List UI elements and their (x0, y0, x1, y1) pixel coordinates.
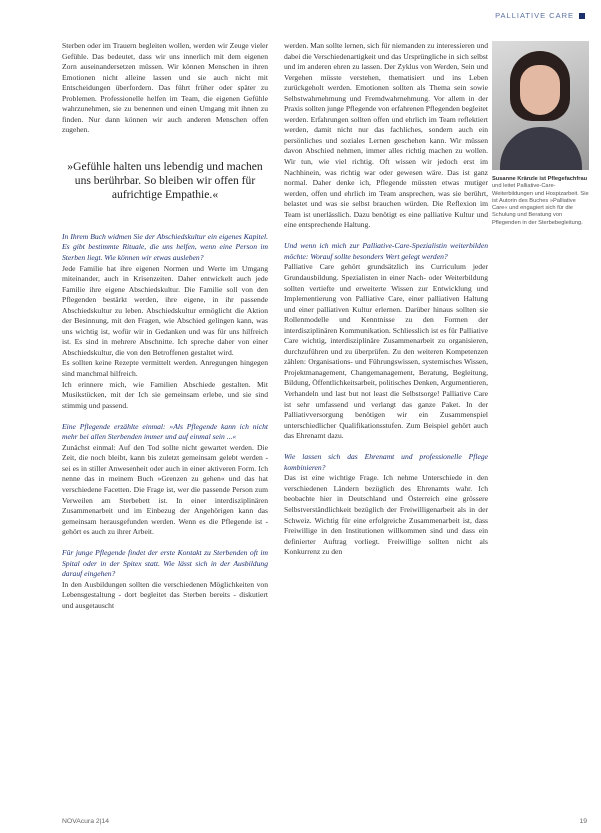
pull-quote: »Gefühle halten uns lebendig und machen uns berührbar. So bleiben wir offen für aufrichtige Empathie.« (67, 159, 263, 201)
portrait-face (520, 65, 560, 115)
portrait-photo (492, 41, 589, 170)
magazine-issue: NOVAcura 2|14 (62, 818, 109, 825)
caption-text: und leitet Palliative-Care-Weiterbildungen und Hospizarbeit. Sie ist Autorin des Buches »Palliative Care« und engagiert sich für die Schulung und Beratung von Pflegenden in der Sterbebegleitung. (492, 183, 589, 226)
paragraph: Jede Familie hat ihre eigenen Normen und Werte im Umgang miteinander, auch in Krisenzeiten. Daher entwickelt auch jede Familie ihre eigene Abschiedskultur. Die Familie soll von den Pflegenden bestärkt werden, ihre eigene, in ihr passende Abschiedskultur zu leben. Abschiedskultur ermöglicht die Aktion der Besinnung, mit den Fragen, wie Abschied gelingen kann, was uns wichtig ist, wofür wir in Gedanken und was für uns hilfreich ist. Es sind in mehrere Abschnitte. Ich spreche daher von einer Abschiedskultur, die von den Betroffenen gestaltet wird. (62, 263, 268, 357)
article-column-right (284, 41, 488, 558)
page-number: 19 (579, 818, 587, 825)
interview-question: Für junge Pflegende findet der erste Kontakt zu Sterbenden oft im Spital oder in der Spitex statt. Wie lässt sich in der Ausbildung darauf eingehen? (62, 548, 268, 579)
section-label: PALLIATIVE CARE (495, 11, 574, 20)
paragraph: Zunächst einmal: Auf den Tod sollte nicht gewartet werden. Die Zeit, die noch bleibt, kann bis zuletzt gemeinsam gelebt werden - sei es in stiller Anwesenheit oder auch in einer aktiveren Form. Ich nenne das in meinem Buch »Grenzen zu gehen« und das hat verschiedene Facetten. Die Frage ist, wer die passende Person zum Verweilen am Sterbebett ist. In einer interdisziplinären Zusammenarbeit und im Einbezug der Angehörigen kann das gemeinsam herausgefunden werden. Wenn es die Pflegende ist - gehört es auch zu ihrer Arbeit. (62, 442, 268, 537)
paragraph: Sterben oder im Trauern begleiten wollen, werden wir Zeuge vieler Gefühle. Das bedeutet, dass wir uns innerlich mit dem eigenen Zorn auseinandersetzen müssen. Wir können Menschen in ihren Emotionen nicht alleine lassen und sie auch nicht mit Entscheidungen überfordern. Das führt früher oder später zu Problemen. Professionelle helfen im Team, die eigenen Gefühle wahrzunehmen, sie zu benennen und einen Umgang mit ihnen zu finden. Nur dann können wir auch anderen Menschen offen zugehen. (62, 41, 268, 135)
interview-question: Eine Pflegende erzählte einmal: »Als Pflegende kann ich nicht mehr bei allen Sterbenden immer und auf einmal sein ...« (62, 421, 268, 442)
paragraph: Ich erinnere mich, wie Familien Abschiede gestalten. Mit Musikstücken, mit der Ich sie gemeinsam erlebe, und sie sind stimmig und passend. (62, 379, 268, 410)
section-header (495, 11, 585, 20)
portrait-shoulders (500, 127, 582, 170)
paragraph: Es sollten keine Rezepte vermittelt werden. Anregungen hingegen sind manchmal hilfreich. (62, 358, 268, 379)
caption-name: Susanne Kränzle ist Pflegefachfrau (492, 176, 588, 182)
page-footer (62, 818, 587, 825)
paragraph: werden. Man sollte lernen, sich für niemanden zu interessieren und dabei die Verschiedenartigkeit und das Ursprüngliche in sich selbst und im anderen ehren zu lassen. Der Zyklus von Werden, Sein und Vergehen müsste verstehen, thematisiert und ins Leben zurückgeholt werden. Emotionen sollten als Thema sein sowie Selbstwahrnehmung und Fremdwahrnehmung. Vor allem in der Praxis sollten junge Pflegende von erfahrenen Pflegenden begleitet werden. Erfahrungen sollten offen und ehrlich im Team reflektiert werden, damit nicht nur das fachliches, sondern auch ein persönliches und soziales Lernen geschehen kann. Wir müssen davon Abschied nehmen, immer alles richtig machen zu wollen. Wir tun, wie viel richtig. Oft wissen wir jedoch erst im Nachhinein, was richtig war oder gewesen wäre. Das ist ganz normal. Daher denke ich, Pflegende müssten etwas mutiger werden, offen und ehrlich im Team ansprechen, was sie berührt, belastet und was sie selbst brauchen würden. Die Reflexion im Team ist unerlässlich. Dazu benötigt es eine palliative Kultur und eine entsprechende Haltung. (284, 41, 488, 230)
section-marker-icon (579, 13, 585, 19)
paragraph: Das ist eine wichtige Frage. Ich nehme Unterschiede in den verschiedenen Ländern bezüglich des Ehrenamts wahr. Ich beobachte hier in Deutschland und Österreich eine grössere Selbstverständlichkeit bezüglich der Freiwilligenarbeit als in der Schweiz. Wichtig für eine erfolgreiche Zusammenarbeit ist, dass Freiwillige in den Institutionen willkommen sind und dass ein definierter Auftrag vorliegt. Freiwillige sollten nicht als Konkurrenz zu den (284, 473, 488, 557)
interview-question: Und wenn ich mich zur Palliative-Care-Spezialistin weiterbilden möchte: Worauf sollte besonders Wert gelegt werden? (284, 241, 488, 261)
interview-question: Wie lassen sich das Ehrenamt und professionelle Pflege kombinieren? (284, 452, 488, 472)
article-column-left (62, 41, 268, 612)
interview-question: In Ihrem Buch widmen Sie der Abschiedskultur ein eigenes Kapitel. Es gibt bestimmte Rituale, die uns helfen, wenn eine Person im Sterben liegt. Wie können wir etwas ausleben? (62, 231, 268, 263)
paragraph: In den Ausbildungen sollten die verschiedenen Möglichkeiten von Lebensgestaltung - dort begleitet das Sterben bereits - diskutiert und ausgetauscht (62, 579, 268, 610)
paragraph: Palliative Care gehört grundsätzlich ins Curriculum jeder Grundausbildung. Spezialisten in einer Nach- oder Weiterbildung sollten vertiefte und erweiterte Wissen zur Entwicklung und Implementierung von Palliative Care, einer palliativen Haltung und einer palliativen Kultur erlernen. Darüber hinaus sollten sie Rollenmodelle und Kenntnisse zu den Formen der interdisziplinären Kommunikation. Schliesslich ist es für Palliative Care wichtig, interdisziplinäre Zusammenarbeit zu organisieren, durchzuführen und zu überprüfen. Zu den weiteren Kompetenzen zählen: Organisations- und Führungswissen, systemisches Wissen, Projektmanagement, Changemanagement, Beratung, Begleitung, Bildung, Öffentlichkeitsarbeit, politisches Denken, Argumentieren, Verhandeln und last but not least die Selbstsorge! Palliative Care ist sehr umfassend und verlangt das ganze Paket. In der Palliativversorgung benötigen wir ein Zusammenspiel unterschiedlicher Qualifikationsstufen. Zum Beispiel gehört auch das Ehrenamt dazu. (284, 262, 488, 441)
photo-caption (492, 176, 591, 227)
